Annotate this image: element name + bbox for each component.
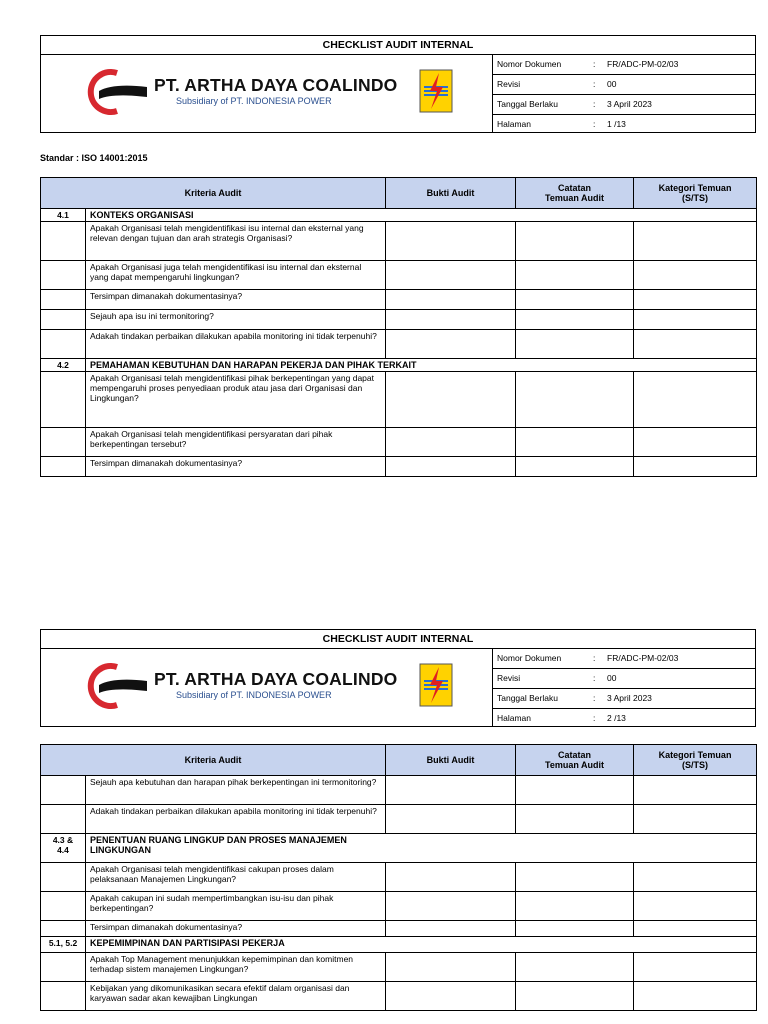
page-label: Halaman xyxy=(497,713,532,723)
colon: : xyxy=(593,653,596,663)
column-header-notes xyxy=(516,745,634,776)
table-row xyxy=(41,457,757,477)
subsidiary-text xyxy=(176,690,332,700)
evidence-cell[interactable] xyxy=(386,863,516,892)
evidence-cell[interactable] xyxy=(386,261,516,290)
company-logo-area xyxy=(41,649,493,726)
section-title: KONTEKS ORGANISASI xyxy=(86,209,757,222)
category-cell[interactable] xyxy=(634,290,757,310)
criteria-text: Sejauh apa kebutuhan dan harapan pihak berkepentingan ini termonitoring? xyxy=(86,776,386,805)
notes-cell[interactable] xyxy=(516,982,634,1011)
notes-line1: Catatan xyxy=(558,183,592,193)
notes-cell[interactable] xyxy=(516,863,634,892)
notes-cell[interactable] xyxy=(516,921,634,937)
evidence-cell[interactable] xyxy=(386,776,516,805)
standard-label: Standar : ISO 14001:2015 xyxy=(40,153,148,163)
category-cell[interactable] xyxy=(634,892,757,921)
category-line1: Kategori Temuan xyxy=(658,183,732,193)
section-number xyxy=(41,834,86,863)
section-title: PEMAHAMAN KEBUTUHAN DAN HARAPAN PEKERJA DAN PIHAK TERKAIT xyxy=(86,359,757,372)
category-cell[interactable] xyxy=(634,428,757,457)
section-row xyxy=(41,209,757,222)
table-row xyxy=(41,330,757,359)
criteria-text: Adakah tindakan perbaikan dilakukan apabila monitoring ini tidak terpenuhi? xyxy=(86,330,386,359)
category-cell[interactable] xyxy=(634,863,757,892)
subsidiary-prefix: Subsidiary of xyxy=(176,96,229,106)
category-cell[interactable] xyxy=(634,261,757,290)
section-row xyxy=(41,937,757,953)
revision-label: Revisi xyxy=(497,673,521,683)
evidence-cell[interactable] xyxy=(386,330,516,359)
notes-cell[interactable] xyxy=(516,222,634,261)
colon: : xyxy=(593,713,596,723)
document-title: CHECKLIST AUDIT INTERNAL xyxy=(41,630,755,649)
notes-cell[interactable] xyxy=(516,953,634,982)
evidence-cell[interactable] xyxy=(386,290,516,310)
notes-cell[interactable] xyxy=(516,290,634,310)
page-label: Halaman xyxy=(497,119,532,129)
table-row xyxy=(41,982,757,1011)
section-title xyxy=(86,834,757,863)
notes-cell[interactable] xyxy=(516,310,634,330)
column-header-category xyxy=(634,178,757,209)
company-name: PT. ARTHA DAYA COALINDO xyxy=(154,669,398,689)
colon: : xyxy=(593,119,596,129)
effective-date-label: Tanggal Berlaku xyxy=(497,693,558,703)
criteria-text: Tersimpan dimanakah dokumentasinya? xyxy=(86,457,386,477)
evidence-cell[interactable] xyxy=(386,428,516,457)
column-header-criteria: Kriteria Audit xyxy=(41,178,386,209)
table-row xyxy=(41,776,757,805)
section-number-line2: 4.4 xyxy=(57,845,69,855)
criteria-text: Apakah Top Management menunjukkan kepemimpinan dan komitmen terhadap sistem manajemen Lingkungan? xyxy=(86,953,386,982)
effective-date-value: 3 April 2023 xyxy=(607,693,652,703)
criteria-text: Tersimpan dimanakah dokumentasinya? xyxy=(86,921,386,937)
evidence-cell[interactable] xyxy=(386,805,516,834)
category-cell[interactable] xyxy=(634,776,757,805)
notes-cell[interactable] xyxy=(516,372,634,428)
page-value: 1 /13 xyxy=(607,119,626,129)
company-logo-icon xyxy=(79,663,149,709)
category-cell[interactable] xyxy=(634,372,757,428)
notes-line2: Temuan Audit xyxy=(545,760,605,770)
colon: : xyxy=(593,99,596,109)
column-header-notes xyxy=(516,178,634,209)
criteria-text: Apakah Organisasi telah mengidentifikasi cakupan proses dalam pelaksanaan Manajemen Lingkungan? xyxy=(86,863,386,892)
category-cell[interactable] xyxy=(634,982,757,1011)
category-cell[interactable] xyxy=(634,921,757,937)
section-title-text: PENENTUAN RUANG LINGKUP DAN PROSES MANAJEMEN LINGKUNGAN xyxy=(90,835,347,855)
table-row xyxy=(41,310,757,330)
column-header-category xyxy=(634,745,757,776)
notes-cell[interactable] xyxy=(516,261,634,290)
pln-lightning-icon xyxy=(419,69,453,113)
company-name: PT. ARTHA DAYA COALINDO xyxy=(154,75,398,95)
pln-lightning-icon xyxy=(419,663,453,707)
criteria-text: Apakah cakupan ini sudah mempertimbangkan isu-isu dan pihak berkepentingan? xyxy=(86,892,386,921)
document-meta xyxy=(493,649,755,726)
table-row xyxy=(41,892,757,921)
evidence-cell[interactable] xyxy=(386,372,516,428)
document-meta xyxy=(493,55,755,132)
notes-cell[interactable] xyxy=(516,457,634,477)
effective-date-label: Tanggal Berlaku xyxy=(497,99,558,109)
category-cell[interactable] xyxy=(634,805,757,834)
criteria-text: Apakah Organisasi telah mengidentifikasi persyaratan dari pihak berkepentingan tersebut? xyxy=(86,428,386,457)
criteria-text: Apakah Organisasi telah mengidentifikasi pihak berkepentingan yang dapat mempengaruhi proses penyediaan produk atau jasa dari Organisasi dan Lingkungan? xyxy=(86,372,386,428)
colon: : xyxy=(593,693,596,703)
audit-table-page-2 xyxy=(40,744,757,1011)
notes-line1: Catatan xyxy=(558,750,592,760)
document-header-page-1 xyxy=(40,35,756,133)
revision-value: 00 xyxy=(607,673,617,683)
doc-number-label: Nomor Dokumen xyxy=(497,653,562,663)
notes-cell[interactable] xyxy=(516,330,634,359)
table-row xyxy=(41,428,757,457)
evidence-cell[interactable] xyxy=(386,310,516,330)
table-row xyxy=(41,372,757,428)
subsidiary-name: PT. INDONESIA POWER xyxy=(230,690,332,700)
revision-value: 00 xyxy=(607,79,617,89)
notes-cell[interactable] xyxy=(516,776,634,805)
notes-cell[interactable] xyxy=(516,805,634,834)
doc-number-value: FR/ADC-PM-02/03 xyxy=(607,653,679,663)
page-value: 2 /13 xyxy=(607,713,626,723)
section-number: 5.1, 5.2 xyxy=(41,937,86,953)
column-header-evidence: Bukti Audit xyxy=(386,178,516,209)
table-row xyxy=(41,921,757,937)
criteria-text: Tersimpan dimanakah dokumentasinya? xyxy=(86,290,386,310)
subsidiary-prefix: Subsidiary of xyxy=(176,690,229,700)
category-cell[interactable] xyxy=(634,310,757,330)
section-number: 4.1 xyxy=(41,209,86,222)
effective-date-value: 3 April 2023 xyxy=(607,99,652,109)
colon: : xyxy=(593,79,596,89)
category-cell[interactable] xyxy=(634,330,757,359)
table-row xyxy=(41,953,757,982)
evidence-cell[interactable] xyxy=(386,953,516,982)
section-row xyxy=(41,834,757,863)
column-header-evidence: Bukti Audit xyxy=(386,745,516,776)
doc-number-label: Nomor Dokumen xyxy=(497,59,562,69)
section-title: KEPEMIMPINAN DAN PARTISIPASI PEKERJA xyxy=(86,937,757,953)
colon: : xyxy=(593,59,596,69)
criteria-text: Adakah tindakan perbaikan dilakukan apabila monitoring ini tidak terpenuhi? xyxy=(86,805,386,834)
evidence-cell[interactable] xyxy=(386,457,516,477)
evidence-cell[interactable] xyxy=(386,222,516,261)
category-line2: (S/TS) xyxy=(682,193,709,203)
table-row xyxy=(41,290,757,310)
subsidiary-name: PT. INDONESIA POWER xyxy=(230,96,332,106)
criteria-text: Sejauh apa isu ini termonitoring? xyxy=(86,310,386,330)
company-logo-area xyxy=(41,55,493,132)
subsidiary-text xyxy=(176,96,332,106)
category-cell[interactable] xyxy=(634,457,757,477)
criteria-text: Kebijakan yang dikomunikasikan secara efektif dalam organisasi dan karyawan sadar akan kewajiban Lingkungan xyxy=(86,982,386,1011)
company-logo-icon xyxy=(79,69,149,115)
table-row xyxy=(41,222,757,261)
evidence-cell[interactable] xyxy=(386,892,516,921)
section-row xyxy=(41,359,757,372)
notes-cell[interactable] xyxy=(516,428,634,457)
notes-line2: Temuan Audit xyxy=(545,193,605,203)
document-header-page-2 xyxy=(40,629,756,727)
section-number: 4.2 xyxy=(41,359,86,372)
evidence-cell[interactable] xyxy=(386,921,516,937)
category-line2: (S/TS) xyxy=(682,760,709,770)
category-cell[interactable] xyxy=(634,953,757,982)
column-header-criteria: Kriteria Audit xyxy=(41,745,386,776)
category-line1: Kategori Temuan xyxy=(658,750,732,760)
section-number-line1: 4.3 & xyxy=(52,835,74,845)
colon: : xyxy=(593,673,596,683)
evidence-cell[interactable] xyxy=(386,982,516,1011)
table-row xyxy=(41,805,757,834)
notes-cell[interactable] xyxy=(516,892,634,921)
document-title: CHECKLIST AUDIT INTERNAL xyxy=(41,36,755,55)
revision-label: Revisi xyxy=(497,79,521,89)
audit-table-page-1 xyxy=(40,177,757,477)
doc-number-value: FR/ADC-PM-02/03 xyxy=(607,59,679,69)
category-cell[interactable] xyxy=(634,222,757,261)
criteria-text: Apakah Organisasi telah mengidentifikasi isu internal dan eksternal yang relevan dengan tujuan dan arah strategis Organisasi? xyxy=(86,222,386,261)
table-row xyxy=(41,863,757,892)
criteria-text: Apakah Organisasi juga telah mengidentifikasi isu internal dan eksternal yang dapat mempengaruhi lingkungan? xyxy=(86,261,386,290)
table-row xyxy=(41,261,757,290)
